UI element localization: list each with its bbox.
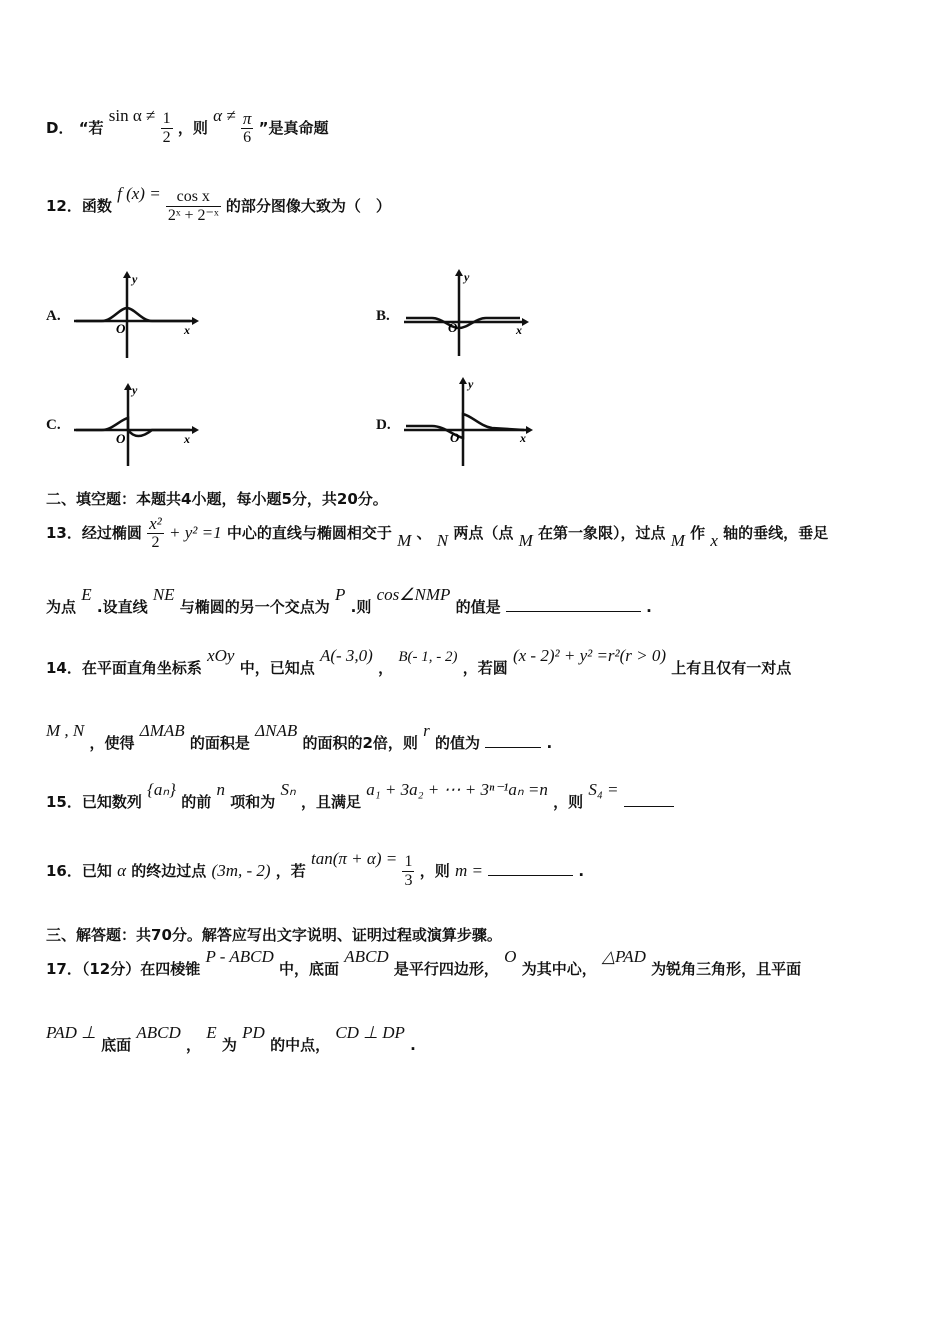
text: ，且满足 (300, 793, 361, 811)
text: 作 (690, 524, 706, 542)
answer-blank[interactable] (506, 611, 641, 612)
ellipse-fraction (147, 515, 164, 552)
period: . (546, 734, 553, 752)
text: ，若 (275, 862, 306, 880)
x-axis-arrow-icon (522, 318, 529, 326)
text: .设直线 (96, 598, 148, 616)
text: 的前 (181, 793, 212, 811)
question-17-line-1 (46, 947, 802, 979)
triangle-mab: ΔMAB (139, 721, 185, 740)
origin-label: O (448, 320, 458, 335)
text: ，则 (419, 862, 450, 880)
curve (76, 418, 190, 436)
question-13-line-2 (46, 585, 652, 617)
origin-label: O (450, 430, 460, 445)
text: 的面积是 (189, 734, 250, 752)
fraction-denominator: 2 (162, 129, 171, 146)
y-axis-arrow-icon (123, 271, 131, 278)
period: . (410, 1036, 416, 1054)
point-e: E (81, 585, 92, 604)
point-n: N (436, 531, 449, 550)
m-var: m = (454, 861, 483, 880)
question-prefix: 14．在平面直角坐标系 (46, 659, 202, 677)
text: ，则 (553, 793, 584, 811)
text: 两点（点 (453, 524, 514, 542)
option-c-label: C. (46, 417, 61, 433)
text: 的面积的2倍，则 (302, 734, 418, 752)
fraction-numerator: 1 (162, 110, 171, 127)
comma: ， (378, 659, 394, 677)
fraction-numerator: 1 (404, 853, 413, 870)
y-label: y (132, 272, 138, 286)
point-m: M (518, 531, 533, 550)
text: 与椭圆的另一个交点为 (179, 598, 330, 616)
text: 为 (221, 1036, 237, 1054)
x-label: x (516, 323, 522, 337)
points-mn: M , N (46, 721, 85, 740)
line-ne: NE (152, 585, 175, 604)
coord-system: xOy (207, 646, 235, 665)
fraction-denominator: 2ˣ + 2⁻ˣ (167, 207, 219, 224)
text: 上有且仅有一对点 (671, 659, 792, 677)
y-axis-arrow-icon (455, 269, 463, 276)
x-axis-arrow-icon (526, 426, 533, 434)
question-prefix: 15．已知数列 (46, 793, 142, 811)
text: 的值是 (455, 598, 501, 616)
function-fraction (166, 188, 221, 225)
cos-expression: cos∠NMP (376, 585, 451, 604)
fraction-pi-sixth (241, 110, 254, 147)
text: ，若圆 (462, 659, 508, 677)
r-var: r (423, 721, 430, 740)
fraction-denominator: 2 (151, 534, 160, 551)
point-b: B(- 1, - 2) (398, 649, 458, 665)
fraction-numerator: cos x (166, 188, 221, 207)
point-m: M (670, 531, 685, 550)
function-name: f (x) = (117, 184, 161, 203)
question-15 (46, 780, 674, 812)
question-14-line-1 (46, 646, 792, 678)
separator: 、 (416, 524, 432, 542)
period: . (578, 862, 585, 880)
base-abcd: ABCD (344, 947, 389, 966)
ellipse-rest: + y² =1 (169, 523, 222, 542)
x-label: x (184, 323, 190, 337)
section-2-heading: 二、填空题：本题共4小题，每小题5分，共20分。 (46, 490, 388, 508)
y-label: y (132, 383, 138, 397)
sum-sn: Sₙ (280, 780, 296, 799)
question-14-line-2 (46, 721, 553, 753)
origin-label: O (116, 431, 126, 446)
sequence: {aₙ} (147, 780, 176, 799)
x-axis-arrow-icon (192, 426, 199, 434)
text: ，使得 (89, 734, 135, 752)
question-suffix: 的部分图像大致为（ ） (225, 197, 391, 215)
fraction-denominator: 6 (243, 129, 252, 146)
text: ， (186, 1036, 202, 1054)
point-a: A(- 3,0) (319, 646, 373, 665)
text: 底面 (101, 1036, 132, 1054)
question-prefix: 16．已知 (46, 862, 112, 880)
text: 项和为 (230, 793, 276, 811)
point-p: P (335, 585, 346, 604)
curve (406, 414, 524, 438)
y-label: y (464, 270, 470, 284)
answer-blank[interactable] (485, 747, 541, 748)
text: .则 (350, 598, 372, 616)
base-abcd: ABCD (136, 1023, 181, 1042)
x-label: x (520, 431, 526, 445)
x-label: x (184, 432, 190, 446)
question-prefix: 17．（12分）在四棱锥 (46, 960, 201, 978)
option-b-label: B. (376, 308, 390, 324)
y-axis-arrow-icon (124, 383, 132, 390)
question-17-line-2 (46, 1023, 416, 1055)
text: 为锐角三角形，且平面 (651, 960, 802, 978)
text: 为其中心， (521, 960, 597, 978)
x-axis-arrow-icon (192, 317, 199, 325)
text: 中心的直线与椭圆相交于 (226, 524, 392, 542)
plane-perpendicular: PAD ⊥ (46, 1023, 96, 1042)
option-label: D． (46, 119, 74, 137)
origin-label: O (116, 321, 126, 336)
text: 是平行四边形， (393, 960, 499, 978)
answer-blank[interactable] (488, 875, 573, 876)
question-16 (46, 849, 585, 890)
fraction-one-third (402, 853, 414, 890)
tan-expression: tan(π + α) = (311, 849, 398, 868)
alpha-expression: α ≠ (213, 106, 236, 125)
text: 为点 (46, 598, 77, 616)
answer-blank[interactable] (624, 806, 674, 807)
alpha: α (117, 861, 127, 880)
sum-s4: S₄ = (588, 780, 619, 799)
fraction-numerator: x² (149, 514, 162, 533)
curve (76, 308, 190, 321)
question-prefix: 12．函数 (46, 197, 112, 215)
pyramid: P - ABCD (205, 947, 274, 966)
question-13-line-1 (46, 515, 828, 552)
text: 中，已知点 (239, 659, 315, 677)
text: 在第一象限），过点 (537, 524, 666, 542)
graph-option-d (402, 374, 537, 468)
text: 中，底面 (279, 960, 340, 978)
triangle-pad: △PAD (601, 947, 646, 966)
option-d-statement (46, 106, 329, 147)
circle-equation: (x - 2)² + y² =r²(r > 0) (512, 646, 667, 665)
text: 轴的垂线，垂足 (723, 524, 829, 542)
graph-option-a (72, 268, 202, 360)
quote-open-text: “若 (78, 119, 104, 137)
x-var: x (710, 531, 718, 550)
graph-option-c (72, 380, 202, 468)
y-axis-arrow-icon (459, 377, 467, 384)
sequence-equation: a₁ + 3a₂ + ⋯ + 3ⁿ⁻¹aₙ =n (366, 780, 548, 799)
option-d-label: D. (376, 417, 391, 433)
terminal-point: (3m, - 2) (211, 861, 271, 880)
question-12 (46, 184, 391, 225)
point-e: E (206, 1023, 217, 1042)
text: 的终边过点 (131, 862, 207, 880)
triangle-nab: ΔNAB (255, 721, 298, 740)
then-text: ，则 (177, 119, 208, 137)
center-o: O (504, 947, 517, 966)
fraction-one-half (161, 110, 173, 147)
section-3-heading: 三、解答题：共70分。解答应写出文字说明、证明过程或演算步骤。 (46, 926, 502, 944)
sin-expression: sin α ≠ (108, 106, 156, 125)
y-label: y (468, 377, 474, 391)
option-a-label: A. (46, 308, 61, 324)
question-prefix: 13．经过椭圆 (46, 524, 142, 542)
n-var: n (216, 780, 225, 799)
text: 的值为 (435, 734, 481, 752)
period: . (646, 598, 652, 616)
graph-option-b (402, 266, 532, 358)
tail-text: ”是真命题 (258, 119, 329, 137)
fraction-numerator: π (242, 109, 252, 128)
segment-pd: PD (242, 1023, 265, 1042)
text: 的中点， (270, 1036, 331, 1054)
fraction-denominator: 3 (404, 872, 413, 889)
cd-perp-dp: CD ⊥ DP (335, 1023, 405, 1042)
point-m: M (397, 531, 412, 550)
